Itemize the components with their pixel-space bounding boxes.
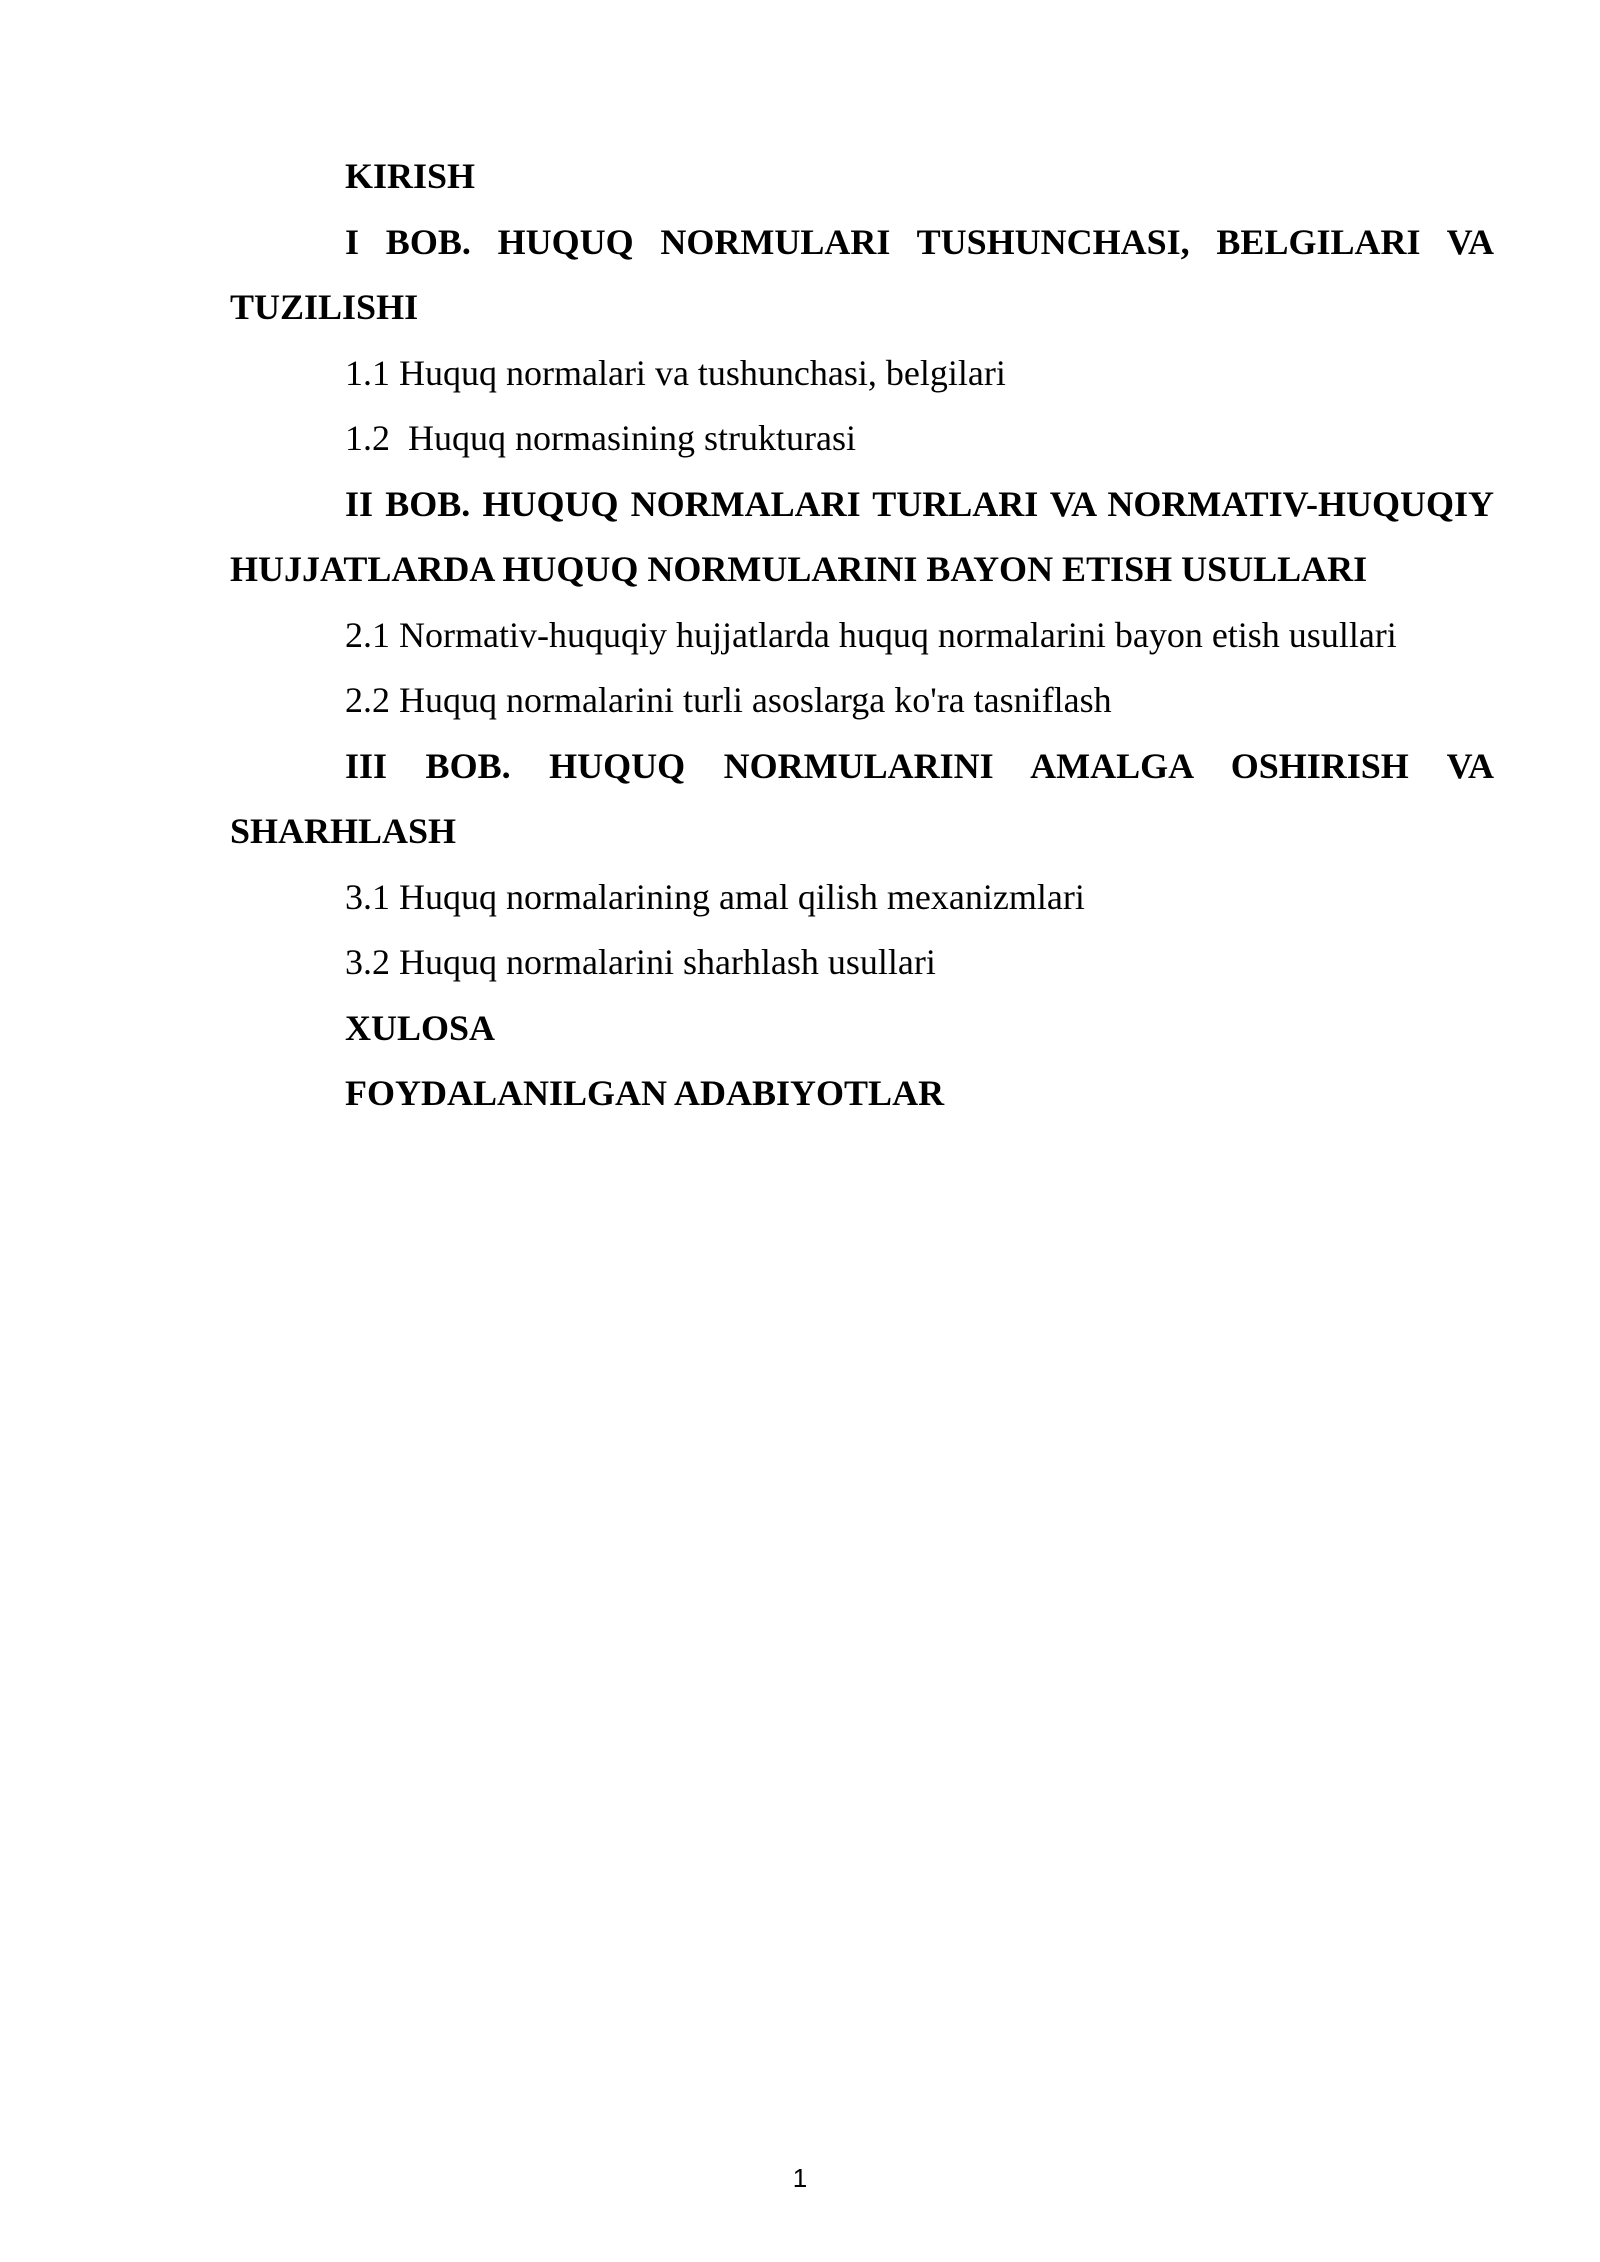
- toc-section-3-1: 3.1 Huquq normalarining amal qilish mexanizmlari: [345, 876, 1085, 917]
- toc-references: FOYDALANILGAN ADABIYOTLAR: [345, 1073, 945, 1113]
- toc-chapter-2-title: II BOB. HUQUQ NORMALARI TURLARI VA NORMATIV-HUQUQIY HUJJATLARDA HUQUQ NORMULARINI BAYON ETISH USULLARI: [230, 483, 1494, 589]
- table-of-contents: [230, 144, 1494, 1127]
- toc-section-2-1: 2.1 Normativ-huquqiy hujjatlarda huquq normalarini bayon etish usullari: [345, 614, 1397, 655]
- toc-conclusion: XULOSA: [345, 1007, 496, 1048]
- toc-introduction: KIRISH: [345, 156, 476, 196]
- toc-chapter-1-title: I BOB. HUQUQ NORMULARI TUSHUNCHASI, BELGILARI VA TUZILISHI: [230, 221, 1494, 327]
- toc-chapter-3-title: III BOB. HUQUQ NORMULARINI AMALGA OSHIRISH VA SHARHLASH: [230, 745, 1494, 851]
- page-number: 1: [792, 2163, 808, 2193]
- toc-section-3-2: 3.2 Huquq normalarini sharhlash usullari: [345, 942, 936, 982]
- toc-section-1-1: 1.1 Huquq normalari va tushunchasi, belgilari: [345, 352, 1006, 393]
- toc-section-1-2: 1.2 Huquq normasining strukturasi: [345, 418, 856, 458]
- toc-section-2-2: 2.2 Huquq normalarini turli asoslarga ko'ra tasniflash: [345, 680, 1112, 720]
